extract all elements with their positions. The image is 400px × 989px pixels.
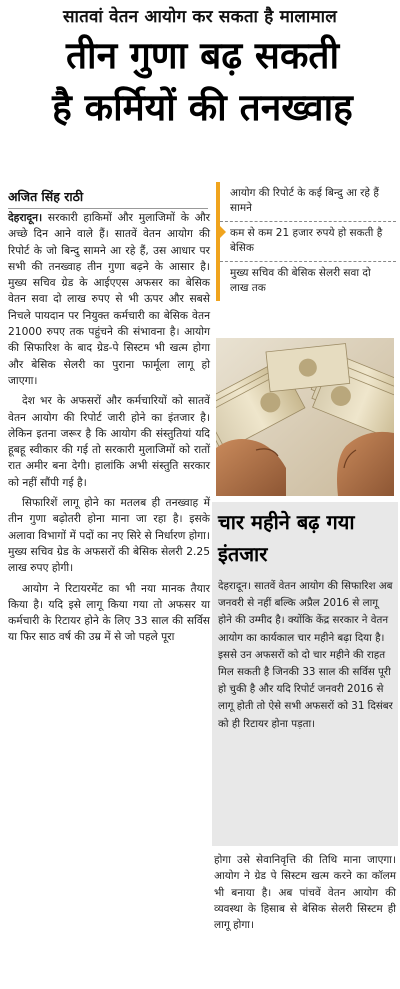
- money-in-hands-illustration: [216, 338, 394, 496]
- headline-line-1: तीन गुणा बढ़ सकती: [65, 34, 340, 77]
- sidebar-story-box: [212, 502, 398, 846]
- kicker-headline: सातवां वेतन आयोग कर सकता है मालामाल: [62, 7, 337, 27]
- highlight-item: आयोग की रिपोर्ट के कई बिन्दु आ रहे हैं सामने: [220, 182, 396, 222]
- article-continuation: होगा उसे सेवानिवृत्ति की तिथि माना जाएगा। आयोग ने ग्रेड पे सिस्टम खत्म करने का कॉलम भी बनाया है। अब पांचवें वेतन आयोग की व्यवस्था के हिसाब से बेसिक सेलरी सिस्टम ही लागू होगा।: [214, 854, 396, 932]
- main-article-body: [8, 210, 210, 650]
- headline-line-2: है कर्मियों की तनख्वाह: [52, 86, 353, 129]
- sidebar-story-body: देहरादून। सातवें वेतन आयोग की सिफारिश अब जनवरी से नहीं बल्कि अप्रैल 2016 से लागू होने की उम्मीद है। क्योंकि केंद्र सरकार ने वेतन आयोग का कार्यकाल चार महीने बढ़ा दिया है। इससे उन अफसरों को दो चार महीने की राहत मिल सकती है जिनकी 33 साल की सर्विस पूरी हो चुकी है और यदि रिपोर्ट जनवरी 2016 से लागू होती तो ऐसे सभी अफसरों को 31 दिसंबर को ही रिटायर होना पड़ता।: [218, 580, 393, 730]
- sidebar-story-title: चार महीने बढ़ गया इंतजार: [218, 510, 355, 566]
- highlight-item: कम से कम 21 हजार रुपये हो सकती है बेसिक: [220, 222, 396, 262]
- main-headline: [10, 30, 395, 134]
- article-paragraph-1: देहरादून। सरकारी हाकिमों और मुलाजिमों के और अच्छे दिन आने वाले हैं। सातवें वेतन आयोग की रिपोर्ट के जो बिन्दु सामने आ रहे हैं, उस आधार पर सभी की तनख्वाह तीन गुणा बढ़ने के आसार है। मुख्य सचिव ग्रेड के आईएएस अफसर का बेसिक वेतन सवा दो लाख रुपए से भी ऊपर और सबसे निचले पायदान पर नियुक्त कर्मचारी का बेसिक वेतन 21000 रुपए तक पहुंचने की संभावना है। आयोग की सिफारिश के बाद ग्रेड-पे सिस्टम भी खत्म होगा और बेसिक सेलरी का पुराना फार्मूला लागू हो जाएगा।: [8, 211, 210, 387]
- article-paragraph-2: देश भर के अफसरों और कर्मचारियों को सातवें वेतन आयोग की रिपोर्ट जारी होने का इंतजार है। लेकिन इतना जरूर है कि आयोग की संस्तुतियां यदि हूबहू स्वीकार की गई तो सरकारी मुलाजिमों को रातों रात अमीर बना देगी। हालांकि अभी संस्तुति सरकार को नहीं सौंपी गई है।: [8, 394, 210, 489]
- sidebar-dateline: देहरादून।: [218, 580, 251, 592]
- highlights-box: [216, 182, 396, 301]
- article-paragraph-4: आयोग ने रिटायरमेंट का भी नया मानक तैयार किया है। यदि इसे लागू किया गया तो अफसर या कर्मचारी के रिटायर होने के लिए 33 साल की सर्विस या फिर साठ वर्ष की उम्र में से जो पहले पूरा: [8, 581, 210, 644]
- article-paragraph-3: सिफारिशें लागू होने का मतलब ही तनख्वाह में तीन गुणा बढ़ोतरी होना माना जा रहा है। इसके अलावा विभागों में पदों का नए सिरे से निर्धारण होगा। मुख्य सचिव ग्रेड के अफसरों की बेसिक सेलरी 2.25 लाख रुपए होगी।: [8, 496, 210, 575]
- highlight-item: मुख्य सचिव की बेसिक सेलरी सवा दो लाख तक: [230, 267, 371, 294]
- currency-notes-photo: [216, 338, 394, 496]
- byline: अजित सिंह राठी: [8, 188, 208, 209]
- highlight-arrow-icon: [216, 222, 226, 242]
- dateline: देहरादून।: [8, 211, 43, 224]
